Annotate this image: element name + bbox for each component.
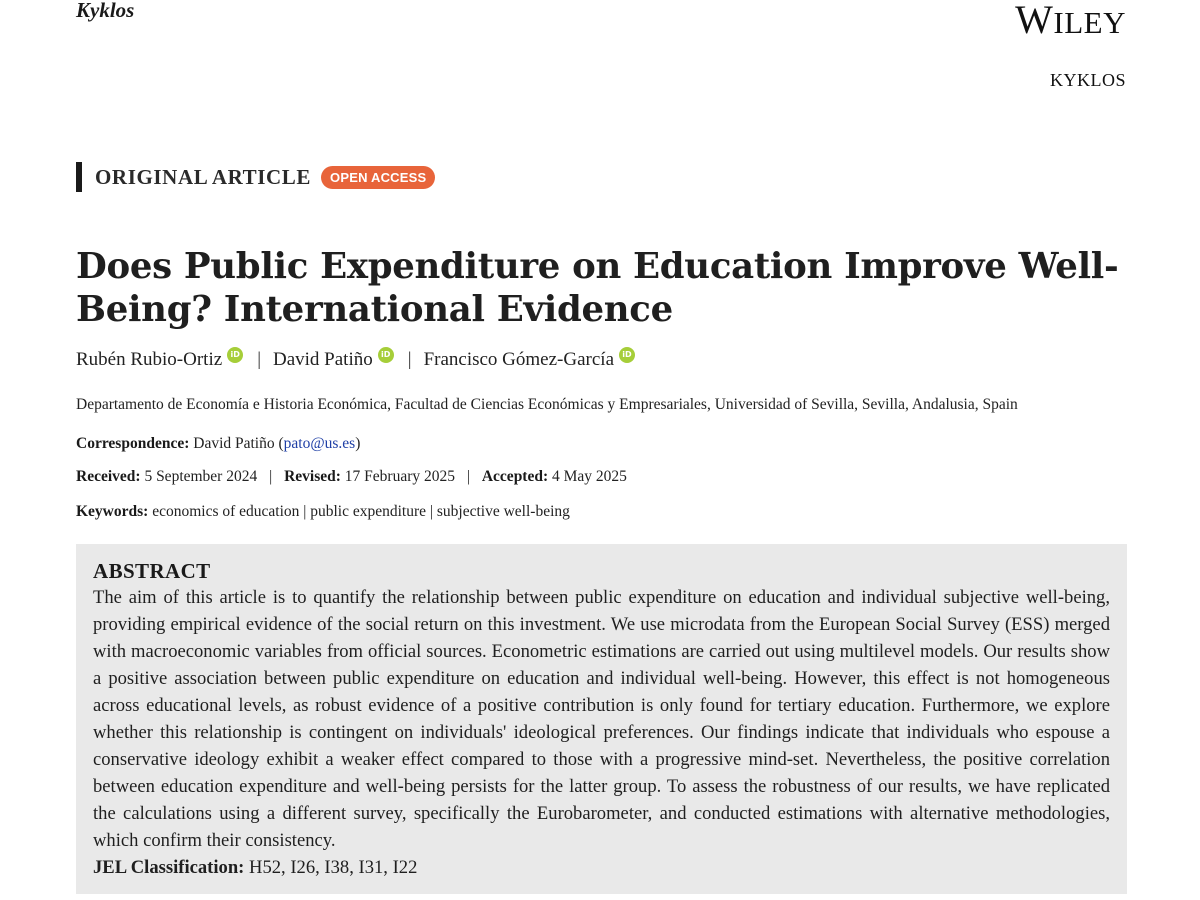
affiliation: Departamento de Economía e Historia Económica, Facultad de Ciencias Económicas y Empresariales, Universidad of Sevilla, Sevilla, Andalusia, Spain bbox=[76, 396, 1018, 413]
author-3 bbox=[424, 349, 635, 371]
received-label: Received: bbox=[76, 468, 141, 485]
abstract-heading: ABSTRACT bbox=[93, 559, 211, 583]
abstract-box bbox=[76, 544, 1127, 894]
jel-codes: H52, I26, I38, I31, I22 bbox=[249, 857, 418, 878]
author-name[interactable]: Rubén Rubio-Ortiz bbox=[76, 349, 223, 370]
publisher-logo bbox=[1015, 0, 1126, 45]
author-list bbox=[76, 349, 635, 371]
publisher-logo-rest: ILEY bbox=[1053, 5, 1126, 40]
jel-label: JEL Classification: bbox=[93, 857, 245, 878]
publisher-logo-initial: W bbox=[1015, 0, 1054, 42]
author-separator: | bbox=[407, 349, 412, 370]
author-name[interactable]: Francisco Gómez-García bbox=[423, 349, 614, 370]
correspondence-name: David Patiño bbox=[193, 435, 275, 452]
orcid-icon[interactable]: iD bbox=[227, 347, 243, 363]
author-name[interactable]: David Patiño bbox=[273, 349, 373, 370]
article-title: Does Public Expenditure on Education Improve Well-Being? International Evidence bbox=[76, 246, 1119, 330]
orcid-icon[interactable]: iD bbox=[619, 347, 635, 363]
date-separator: | bbox=[269, 468, 273, 485]
keywords bbox=[76, 503, 570, 521]
keywords-label: Keywords: bbox=[76, 503, 149, 520]
orcid-icon[interactable]: iD bbox=[378, 347, 394, 363]
open-access-badge: OPEN ACCESS bbox=[321, 166, 435, 189]
article-type-bar bbox=[76, 162, 82, 192]
accepted-date: 4 May 2025 bbox=[552, 468, 627, 485]
journal-name: Kyklos bbox=[76, 0, 135, 22]
accepted-label: Accepted: bbox=[481, 468, 549, 485]
article-dates bbox=[76, 468, 627, 486]
abstract-text: The aim of this article is to quantify the relationship between public expenditure on education and individual subjective well-being, providing empirical evidence of the social return on this investment. We use microdata from the European Social Survey (ESS) merged with macroeconomic variables from official sources. Econometric estimations are carried out using multilevel models. Our results show a positive association between public expenditure on education and individual well-being. However, this effect is not homogeneous across educational levels, as robust evidence of a positive contribution is only found for tertiary education. Furthermore, we explore whether this relationship is contingent on individuals' ideological preferences. Our findings indicate that individuals who espouse a conservative ideology exhibit a weaker effect compared to those with a progressive mind-set. Nevertheless, the positive correlation between education expenditure and well-being persists for the latter group. To assess the robustness of our results, we have replicated the calculations using a different survey, specifically the Eurobarometer, and conducted estimations with alternative methodologies, which confirm their consistency. bbox=[93, 587, 1110, 851]
author-separator: | bbox=[257, 349, 261, 370]
correspondence: Correspondence: David Patiño (pato@us.es) bbox=[76, 435, 361, 452]
article-type: ORIGINAL ARTICLE bbox=[95, 164, 312, 189]
article-type-row bbox=[76, 162, 435, 192]
author-2 bbox=[273, 349, 394, 371]
keywords-values: economics of education | public expenditure | subjective well-being bbox=[152, 503, 570, 520]
revised-label: Revised: bbox=[284, 468, 341, 485]
correspondence-email-link[interactable]: pato@us.es bbox=[283, 435, 356, 452]
journal-mark: KYKLOS bbox=[1049, 70, 1126, 90]
received-date: 5 September 2024 bbox=[144, 468, 258, 485]
revised-date: 17 February 2025 bbox=[344, 468, 455, 485]
author-1 bbox=[76, 349, 243, 371]
jel-classification bbox=[93, 854, 1110, 881]
correspondence-label: Correspondence: bbox=[76, 435, 190, 452]
date-separator: | bbox=[466, 468, 470, 485]
